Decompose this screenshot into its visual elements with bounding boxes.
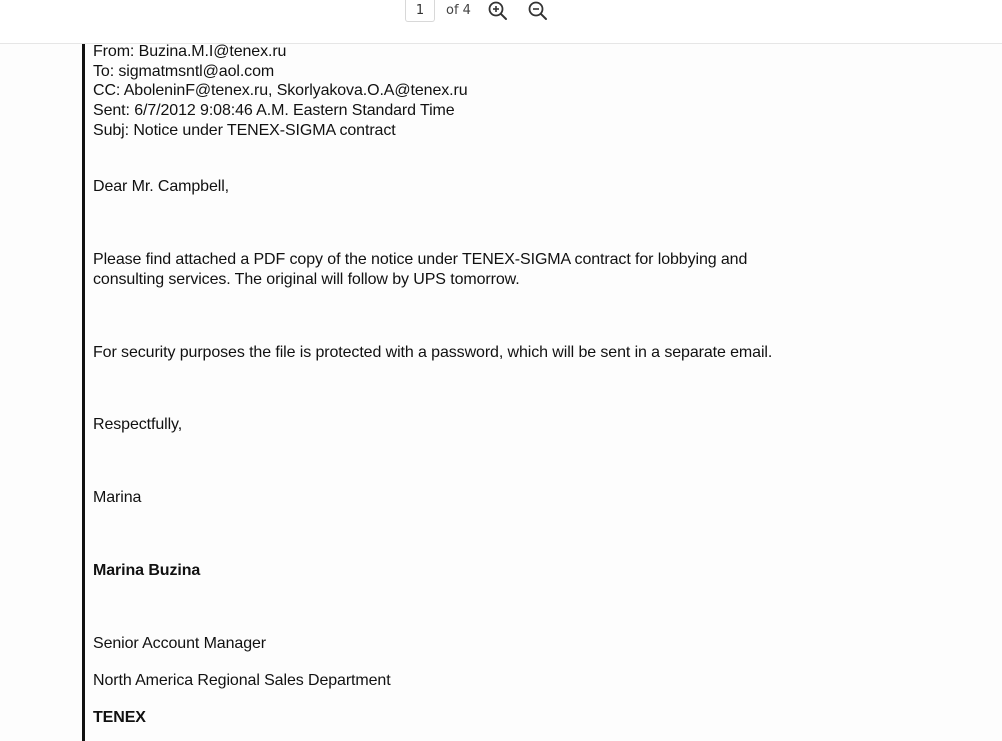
email-greeting: Dear Mr. Campbell, (93, 178, 230, 195)
viewer-toolbar (0, 0, 1002, 44)
signature-company: TENEX (93, 709, 146, 726)
page-margin-rule (82, 44, 85, 741)
email-body-line: consulting services. The original will follow by UPS tomorrow. (93, 271, 520, 288)
zoom-out-icon (527, 0, 549, 22)
page-count-label: of 4 (446, 3, 471, 18)
email-first-name: Marina (93, 489, 142, 506)
signature-department: North America Regional Sales Department (93, 672, 391, 689)
signature-name: Marina Buzina (93, 562, 201, 579)
page-number-input[interactable] (405, 0, 435, 22)
email-cc: CC: AboleninF@tenex.ru, Skorlyakova.O.A@tenex.ru (93, 82, 468, 99)
email-closing: Respectfully, (93, 416, 183, 433)
email-body-line: For security purposes the file is protected with a password, which will be sent in a separate email. (93, 344, 773, 361)
document-page (0, 44, 1002, 741)
email-body-line: Please find attached a PDF copy of the notice under TENEX-SIGMA contract for lobbying and (93, 251, 748, 268)
zoom-out-button[interactable] (527, 0, 549, 22)
email-sent: Sent: 6/7/2012 9:08:46 A.M. Eastern Standard Time (93, 102, 455, 119)
signature-title: Senior Account Manager (93, 635, 267, 652)
zoom-in-button[interactable] (487, 0, 509, 22)
email-to: To: sigmatmsntl@aol.com (93, 63, 275, 80)
email-from: From: Buzina.M.I@tenex.ru (93, 44, 287, 60)
zoom-in-icon (487, 0, 509, 22)
email-subject: Subj: Notice under TENEX-SIGMA contract (93, 122, 396, 139)
